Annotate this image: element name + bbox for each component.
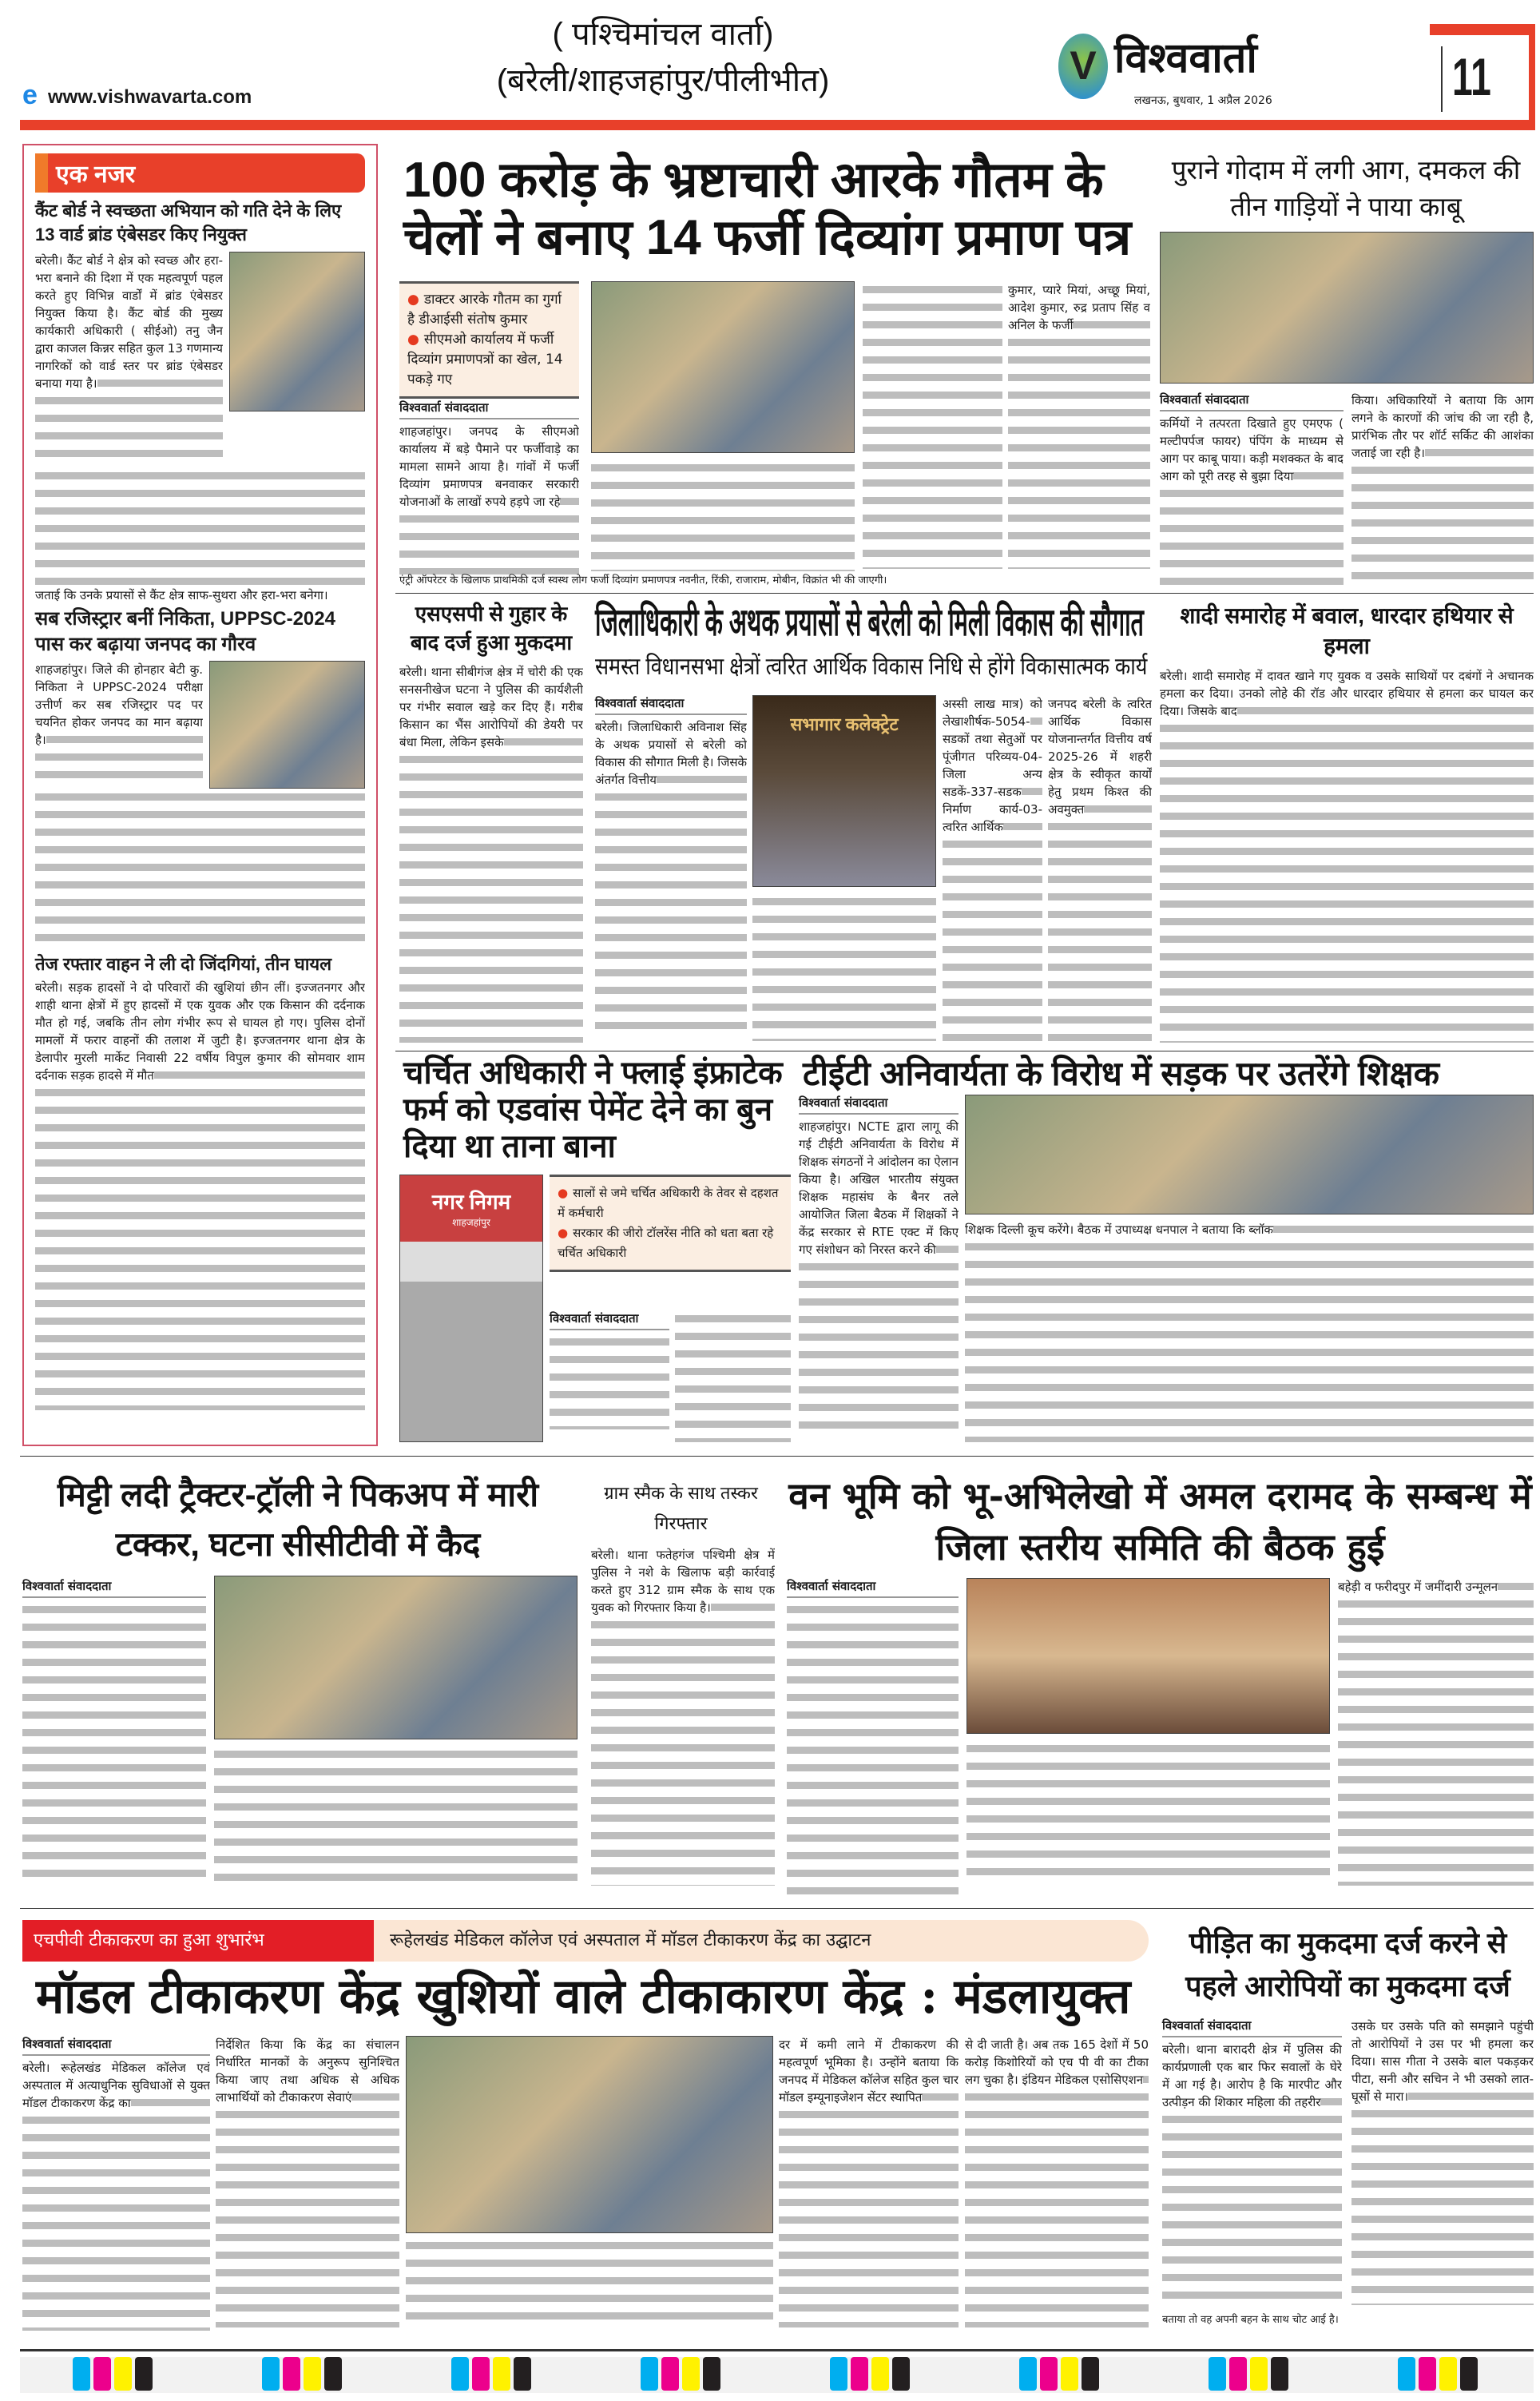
article-nikita-title: सब रजिस्ट्रार बनीं निकिता, UPPSC-2024 पास कर बढ़ाया जनपद का गौरव <box>35 608 335 655</box>
color-swatch-group <box>262 2357 345 2394</box>
article-nikita-filler <box>35 789 365 948</box>
forest-column-1 <box>787 1578 959 1905</box>
bullet-icon: ● <box>558 1186 569 1200</box>
forest-headline: वन भूमि को भू-अभिलेखो में अमल दरामद के सम्बन्ध में जिला स्तरीय समिति की बैठक हुई <box>788 1474 1532 1568</box>
color-swatch-group <box>1019 2357 1102 2394</box>
vaccine-banner <box>22 1920 1149 1962</box>
dm-headline: जिलाधिकारी के अथक प्रयासों से बरेली को मिली विकास की सौगात <box>595 602 1144 644</box>
article-accident-body: बरेली। सड़क हादसों ने दो परिवारों की खुशियां छीन लीं। इज्जतनगर और शाही थाना क्षेत्रों में हुए हादसों में एक युवक और एक किसान की दर्दनाक मौत हो गई, जबकि तीन लोग गंभीर रूप से घायल हो गए। पुलिस दोनों मामलों में फरार वाहनों की तलाश में जुटी है। इज्जतनगर थाना क्षेत्र के डेलापीर मुरली मार्केट निवासी 22 वर्षीय विपुल कुमार की सोमवार शाम दर्दनाक सड़क हादसे में मौत <box>35 980 365 1083</box>
dm-body: बरेली। जिलाधिकारी अविनाश सिंह के अथक प्रयासों से बरेली को विकास की सौगात मिली है। जिसके अंतर्गत वित्तीय <box>595 720 747 787</box>
main-body-2: कुमार, प्यारे मियां, अच्छू मियां, आदेश कुमार, रुद्र प्रताप सिंह व अनिल के फर्जी <box>1008 283 1150 332</box>
article-nikita-column <box>35 661 203 781</box>
browser-icon: e <box>22 80 38 110</box>
nagar-highlight-item <box>558 1183 783 1223</box>
section-title: ( पश्चिमांचल वार्ता) <box>552 17 774 52</box>
fire-column-1 <box>1160 392 1344 586</box>
vaccine-byline: विश्ववार्ता संवाददाता <box>22 2036 210 2056</box>
forest-filler-1 <box>787 1601 959 1905</box>
main-column-4 <box>1008 281 1150 569</box>
dm-column-1 <box>595 695 747 1038</box>
smack-column <box>591 1546 775 1886</box>
victim-end-line: बताया तो वह अपनी बहन के साथ चोट आई है। <box>1162 2314 1339 2326</box>
article-cantt-row <box>35 252 365 467</box>
article-accident-title: तेज रफ्तार वाहन ने ली दो जिंदगियां, तीन घायल <box>35 954 332 974</box>
victim-byline: विश्ववार्ता संवाददाता <box>1162 2017 1342 2037</box>
nagar-headline: चर्चित अधिकारी ने फ्लाई इंफ्राटेक फर्म को एडवांस पेमेंट देने का बुन दिया था ताना बाना <box>403 1055 783 1164</box>
vaccine-headline: मॉडल टीकाकरण केंद्र खुशियों वाले टीकाकारण केंद्र : मंडलायुक्त <box>36 1969 1131 2025</box>
tractor-byline: विश्ववार्ता संवाददाता <box>22 1578 206 1598</box>
vaccine-body: बरेली। रूहेलखंड मेडिकल कॉलेज एवं अस्पताल में अत्याधुनिक सुविधाओं से युक्त मॉडल टीकाकरण केंद्र का <box>22 2061 210 2110</box>
article-nikita-body: शाहजहांपुर। जिले की होनहार बेटी कु. निकिता ने UPPSC-2024 परीक्षा उत्तीर्ण कर सब रजिस्ट्रार पद पर चयनित होकर जनपद का मान बढ़ाया है। <box>35 662 203 747</box>
nagar-photo-sub: शाहजहांपुर <box>452 1217 490 1228</box>
main-column-1 <box>399 400 579 574</box>
main-headline: 100 करोड़ के भ्रष्टाचारी आरके गौतम के चेलों ने बनाए 14 फर्जी दिव्यांग प्रमाण पत्र <box>403 153 1132 265</box>
nagar-highlight-item <box>558 1223 783 1263</box>
fire-byline: विश्ववार्ता संवाददाता <box>1160 392 1344 411</box>
wedding-body: बरेली। शादी समारोह में दावत खाने गए युवक व उसके साथियों पर दबंगों ने अचानक हमला कर दिया। उनको लोहे की रॉड और धारदार हथियार से हमला कर घायल कर दिया। जिसके बाद <box>1160 669 1534 718</box>
article-nikita-photo <box>209 661 365 789</box>
article-cantt-column <box>35 252 223 467</box>
tet-body-2: शिक्षक दिल्ली कूच करेंगे। बैठक में उपाध्यक्ष धनपाल ने बताया कि ब्लॉक <box>965 1222 1274 1237</box>
fire-photo <box>1160 232 1534 384</box>
tet-byline: विश्ववार्ता संवाददाता <box>799 1095 959 1115</box>
tet-column-text <box>799 1118 959 1437</box>
fire-body-2: किया। अधिकारियों ने बताया कि आग लगने के कारणों की जांच की जा रही है, प्रारंभिक तौर पर शॉर्ट सर्किट की आशंका जताई जा रही है। <box>1351 393 1534 460</box>
vaccine-photo <box>406 2036 773 2233</box>
article-accident-column <box>35 979 365 1410</box>
page-number-box <box>1430 24 1535 124</box>
article-cantt-photo <box>229 252 365 411</box>
divider <box>20 1908 1534 1909</box>
header-red-bar <box>20 120 1535 130</box>
main-byline: विश्ववार्ता संवाददाता <box>399 400 579 419</box>
tet-body: शाहजहांपुर। NCTE द्वारा लागू की गई टीईटी अनिवार्यता के विरोध में शिक्षक संगठनों ने आंदोलन का ऐलान किया है। अखिल भारतीय संयुक्त शिक्षक महासंघ के बैनर तले आयोजित जिला बैठक में शिक्षकों ने केंद्र सरकार से RTE एक्ट में किए गए संशोधन को निरस्त करने की <box>799 1119 959 1257</box>
vaccine-body-3: दर में कमी लाने में टीकाकरण की महत्वपूर्ण भूमिका है। उन्होंने बताया कि जनपद में मेडिकल कॉलेज सहित कुल चार मॉडल इम्यूनाइजेशन सेंटर स्थापित <box>779 2037 959 2105</box>
dm-photo-sign: सभागार कलेक्ट्रेट <box>790 714 899 734</box>
dateline: लखनऊ, बुधवार, 1 अप्रैल 2026 <box>1134 94 1272 107</box>
color-swatch-group <box>641 2357 724 2394</box>
bullet-icon: ● <box>407 332 419 348</box>
ek-nazar-box <box>22 144 378 1446</box>
article-cantt-end: जताई कि उनके प्रयासों से कैंट क्षेत्र साफ-सुथरा और हरा-भरा बनेगा। <box>35 588 328 602</box>
fire-column-text <box>1160 415 1344 586</box>
smack-headline: ग्राम स्मैक के साथ तस्कर गिरफ्तार <box>604 1483 758 1533</box>
tet-column-1 <box>799 1095 959 1437</box>
tractor-headline: मिट्टी लदी ट्रैक्टर-ट्रॉली ने पिकअप में मारी टक्कर, घटना सीसीटीवी में कैद <box>57 1476 539 1563</box>
tet-column-2 <box>965 1221 1534 1442</box>
nagar-highlight-2: सरकार की जीरो टॉलरेंस नीति को धता बता रहे चर्चित अधिकारी <box>558 1226 774 1260</box>
brand-name: विश्ववार्ता <box>1114 35 1257 81</box>
dm-column-4 <box>1048 695 1152 1043</box>
brand-logo-icon: V <box>1058 34 1108 99</box>
nagar-filler-1 <box>550 1334 669 1429</box>
page-number-divider <box>1441 46 1443 112</box>
fire-headline: पुराने गोदाम में लगी आग, दमकल की तीन गाड़ियों ने पाया काबू <box>1171 155 1521 221</box>
tractor-photo <box>214 1576 578 1739</box>
tractor-filler-1 <box>22 1601 206 1881</box>
forest-filler-2 <box>966 1740 1330 1884</box>
color-swatch-group <box>1209 2357 1292 2394</box>
victim-column-1 <box>1162 2017 1342 2309</box>
tet-protest-photo <box>965 1095 1534 1214</box>
victim-column-text <box>1162 2041 1342 2309</box>
wedding-headline: शादी समारोह में बवाल, धारदार हथियार से हमला <box>1180 603 1514 658</box>
footer-rule <box>20 2349 1534 2351</box>
nagar-filler-2 <box>675 1310 791 1442</box>
dm-body-3: जनपद बरेली के त्वरित आर्थिक विकास योजनान्तर्गत वित्तीय वर्ष 2025-26 में शहरी क्षेत्र के स्वीकृत कार्यों हेतु प्रथम किश्त की अवमुक्त <box>1048 697 1152 817</box>
page-number: 11 <box>1452 47 1491 106</box>
nagar-highlights <box>550 1175 791 1272</box>
dm-column-3 <box>943 695 1042 1043</box>
forest-byline: विश्ववार्ता संवाददाता <box>787 1578 959 1598</box>
forest-meeting-photo <box>966 1578 1330 1734</box>
dm-body-2: अस्सी लाख मात्र) को लेखाशीर्षक-5054-सडकों तथा सेतुओं पर पूंजीगत परिव्यय-04-जिला अन्य सडकें-337-सडक निर्माण कार्य-03-त्वरित आर्थिक <box>943 697 1042 834</box>
vaccine-column-1 <box>22 2036 210 2331</box>
forest-body: बहेड़ी व फरीदपुर में जमींदारी उन्मूलन <box>1338 1580 1498 1594</box>
dm-byline: विश्ववार्ता संवाददाता <box>595 695 747 715</box>
article-cantt-filler <box>35 467 365 587</box>
main-highlights <box>399 281 579 399</box>
vaccine-column-3 <box>779 2036 959 2327</box>
tet-headline: टीईटी अनिवार्यता के विरोध में सड़क पर उतरेंगे शिक्षक <box>803 1055 1439 1092</box>
victim-body: बरेली। थाना बारादरी क्षेत्र में पुलिस की कार्यप्रणाली एक बार फिर सवालों के घेरे में आ गई है। आरोप है कि मारपीट और उत्पीड़न की शिकार महिला की तहरीर <box>1162 2042 1342 2109</box>
vaccine-column-text <box>22 2059 210 2331</box>
divider <box>20 1456 1534 1457</box>
article-cantt-title: कैंट बोर्ड ने स्वच्छता अभियान को गति देने के लिए 13 वार्ड ब्रांड एंबेसडर किए नियुक्त <box>35 201 342 244</box>
main-highlight-2: सीएमओ कार्यालय में फर्जी दिव्यांग प्रमाणपत्रों का खेल, 14 पकड़े गए <box>407 332 563 388</box>
bullet-icon: ● <box>558 1226 569 1240</box>
vaccine-body-2: निर्देशित किया कि केंद्र का संचालन निर्धारित मानकों के अनुरूप सुनिश्चित किया जाए तथा अधिक से अधिक लाभार्थियों को टीकाकरण सेवाएं <box>216 2037 399 2105</box>
color-swatch-group <box>830 2357 913 2394</box>
article-cantt-body: बरेली। कैंट बोर्ड ने क्षेत्र को स्वच्छ और हरा-भरा बनाने की दिशा में एक महत्वपूर्ण पहल करते हुए विभिन्न वार्डों में ब्रांड एंबेसडर नियुक्त किया है। कैंट बोर्ड की मुख्य कार्यकारी अधिकारी ( सीईओ) तनु जैन द्वारा काजल किन्नर सहित कुल 13 गणमान्य नागरिकों को वार्ड स्तर पर ब्रांड एंबेसडर बनाया गया है। <box>35 253 223 391</box>
section-districts: (बरेली/शाहजहांपुर/पीलीभीत) <box>496 63 830 98</box>
vaccine-column-2 <box>216 2036 399 2327</box>
dm-photo-meeting <box>752 695 936 887</box>
victim-headline: पीड़ित का मुकदमा दर्ज करने से पहले आरोपियों का मुकदमा दर्ज <box>1185 1926 1510 2002</box>
nagar-highlight-1: सालों से जमे चर्चित अधिकारी के तेवर से दहशत में कर्मचारी <box>558 1186 779 1220</box>
tractor-filler-2 <box>214 1746 578 1882</box>
nagar-byline: विश्ववार्ता संवाददाता <box>550 1310 669 1330</box>
divider <box>395 593 1534 594</box>
main-column-text <box>399 423 579 574</box>
dm-filler <box>752 893 936 1041</box>
ssp-body: बरेली। थाना सीबीगंज क्षेत्र में चोरी की एक सनसनीखेज घटना ने पुलिस की कार्यशैली पर गंभीर सवाल खड़े कर दिए हैं। गरीब किसान का भैंस आरोपियों की डेयरी पर बंधा मिला, लेकिन इसके <box>399 665 583 749</box>
main-body: शाहजहांपुर। जनपद के सीएमओ कार्यालय में बड़े पैमाने पर फर्जीवाड़े का मामला सामने आया है। गांवों में फर्जी दिव्यांग प्रमाणपत्र बनवाकर सरकारी योजनाओं के लाखों रुपये हड़पे जा रहे <box>399 424 579 509</box>
victim-column-2 <box>1351 2017 1534 2305</box>
tractor-column-1 <box>22 1578 206 1881</box>
dm-subheadline: समस्त विधानसभा क्षेत्रों त्वरित आर्थिक विकास निधि से होंगे विकासात्मक कार्य <box>595 654 1148 680</box>
main-filler-1 <box>591 459 855 571</box>
website-url[interactable]: www.vishwavarta.com <box>48 86 252 108</box>
nagar-column-1 <box>550 1310 669 1429</box>
main-filler-2 <box>863 281 1002 569</box>
dm-column-text <box>595 718 747 1038</box>
fire-body: कर्मियों ने तत्परता दिखाते हुए एमएफ ( मल्टीपर्पज फायर) पंपिंग के माध्यम से आग पर काबू पाया। कड़ी मशक्कत के बाद आग को पूरी तरह से बुझा दिया <box>1160 416 1344 483</box>
bullet-icon: ● <box>407 292 419 308</box>
ssp-column <box>399 663 583 1043</box>
smack-body: बरेली। थाना फतेहगंज पश्चिमी क्षेत्र में पुलिस ने नशे के खिलाफ बड़ी कार्रवाई करते हुए 312 ग्राम स्मैक के साथ एक युवक को गिरफ्तार किया है। <box>591 1548 775 1615</box>
ek-nazar-tag: एक नजर <box>35 153 365 193</box>
color-swatch-group <box>73 2357 156 2394</box>
wedding-column <box>1160 667 1534 1043</box>
vaccine-kicker: रूहेलखंड मेडिकल कॉलेज एवं अस्पताल में मॉडल टीकाकरण केंद्र का उद्घाटन <box>390 1930 871 1950</box>
nagar-photo-sign: नगर निगम <box>431 1190 511 1214</box>
ssp-headline: एसएसपी से गुहार के बाद दर्ज हुआ मुकदमा <box>410 602 573 654</box>
color-swatch-group <box>451 2357 534 2394</box>
vaccine-filler <box>406 2237 773 2325</box>
vaccine-body-4: से दी जाती है। अब तक 165 देशों में 50 करोड़ किशोरियों को एच पी वी का टीका लग चुका है। इंडियन मेडिकल एसोसिएशन <box>965 2037 1149 2087</box>
article-nikita-row <box>35 661 365 789</box>
nagar-nigam-photo <box>399 1175 543 1442</box>
main-highlight-1: डाक्टर आरके गौतम का गुर्गा है डीआईसी संतोष कुमार <box>407 292 562 328</box>
print-color-bars <box>20 2357 1534 2393</box>
forest-column-3 <box>1338 1578 1534 1886</box>
color-swatch-group <box>1398 2357 1481 2394</box>
victim-body-2: उसके घर उसके पति को समझाने पहुंची तो आरोपियों ने उस पर भी हमला कर दिया। सास गीता ने उसके बाल पकड़कर पीटा, सनी और सचिन ने भी उसको लात-घूसों से मारा। <box>1351 2019 1534 2104</box>
vaccine-column-4 <box>965 2036 1149 2327</box>
masthead <box>0 0 1540 128</box>
main-highlight-item <box>407 330 571 390</box>
main-end-line: एंट्री ऑपरेटर के खिलाफ प्राथमिकी दर्ज स्वस्थ लोग फर्जी दिव्यांग प्रमाणपत्र नवनीत, रिंकी, राजाराम, मोबीन, विक्रांत भी की जाएगी। <box>399 574 887 586</box>
vaccine-tag: एचपीवी टीकाकरण का हुआ शुभारंभ <box>22 1920 374 1962</box>
main-highlight-item <box>407 290 571 330</box>
main-photo-cmo-office <box>591 281 855 453</box>
fire-column-2 <box>1351 392 1534 583</box>
